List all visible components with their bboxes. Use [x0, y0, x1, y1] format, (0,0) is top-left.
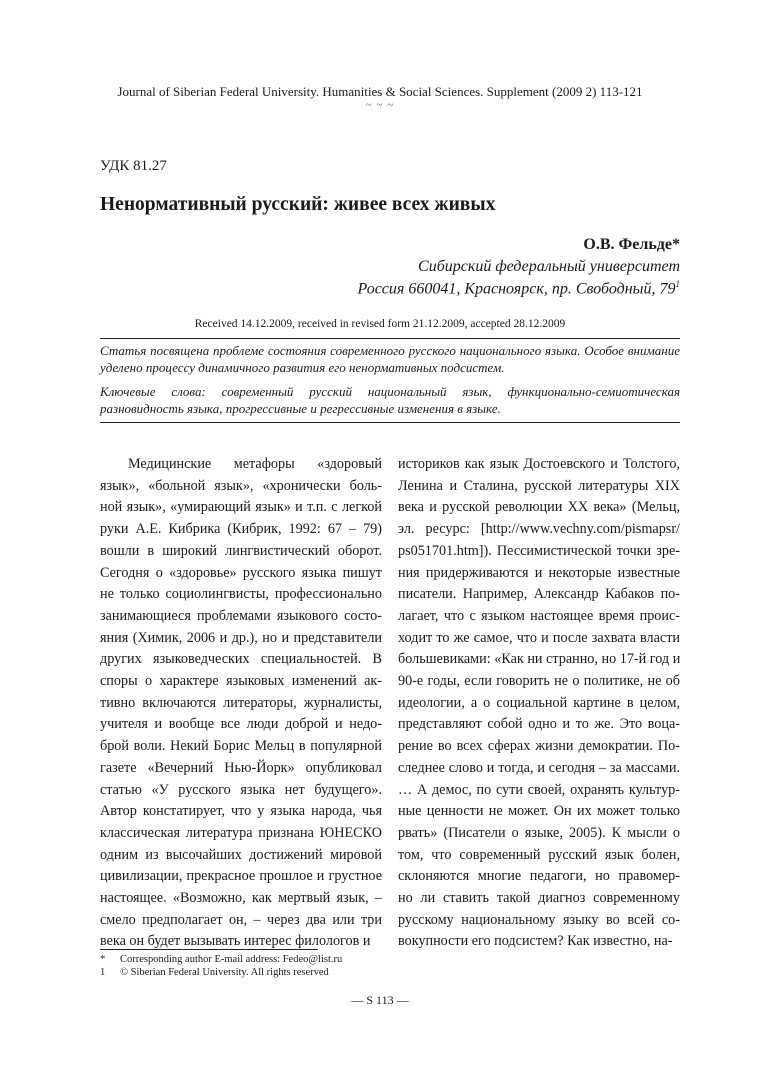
body-line: брой воли. Некий Борис Мельц в популярной [100, 738, 382, 755]
body-line: газете «Вечерний Нью-Йорк» опубликовал [100, 759, 382, 776]
body-line: рение во всех сферах жизни демократии. По- [398, 738, 680, 755]
body-line: Ленина и Сталина, русской литературы XIX [398, 477, 680, 494]
body-line: настоящее. «Возможно, как мертвый язык, – [100, 890, 382, 907]
body-line: статью «У русского языка нет будущего». [100, 781, 382, 798]
footnote-corresponding-text: Corresponding author E-mail address: Fedeo@list.ru [120, 954, 343, 965]
body-line: тивно включаются литераторы, журналисты, [100, 694, 382, 711]
body-line: вошли в широкий лингвистический оборот. [100, 542, 382, 559]
body-line: писатели. Например, Александр Кабаков по- [398, 586, 680, 603]
body-line: большевиками: «Как ни странно, но 17-й год и [398, 651, 681, 668]
footnote-corresponding [100, 953, 342, 966]
body-line: руки А.Е. Кибрика (Кибрик, 1992: 67 – 79) [100, 521, 382, 538]
footnote-copyright [100, 966, 329, 979]
body-line: 90-е годы, если говорить не о политике, не об [398, 673, 680, 690]
body-line: классическая литература признана ЮНЕСКО [100, 824, 382, 841]
body-line: идеологии, а о социальной картине в целом, [398, 694, 680, 711]
body-line: века и русской революции XX века» (Мельц, [398, 499, 680, 516]
journal-header: Journal of Siberian Federal University. Humanities & Social Sciences. Supplement (2009 2) 113-121 [117, 84, 643, 99]
affiliation-footnote-mark: 1 [675, 279, 680, 289]
body-line: одним из высочайших достижений мировой [100, 846, 382, 863]
keywords: Ключевые слова: современный русский национальный язык, функционально-семиотическая разновидность языка, прогрессивные и регрессивные изменения в языке. [100, 384, 680, 416]
body-line: ной язык», «умирающий язык» и т.п. с легкой [100, 499, 382, 516]
body-line: Медицинские метафоры «здоровый [128, 456, 382, 472]
body-line: века он будет вызывать интерес филологов и [100, 933, 371, 950]
body-line: следнее слово и тогда, и сегодня – за массами. [398, 759, 680, 776]
body-line: ps051701.htm]). Пессимистической точки зре- [398, 542, 680, 559]
page-number: — S 113 — [351, 993, 409, 1007]
footnote-mark-one: 1 [100, 967, 106, 978]
body-line: Сегодня о «здоровье» русского языка пишут [100, 564, 382, 581]
affiliation-university: Сибирский федеральный университет [418, 258, 680, 275]
body-column-left [100, 454, 382, 953]
body-line: яния (Химик, 2006 и др.), но и представители [100, 629, 382, 646]
body-line: других языковедческих специальностей. В [100, 651, 382, 668]
received-dates: Received 14.12.2009, received in revised form 21.12.2009, accepted 28.12.2009 [194, 318, 566, 330]
affiliation-address [358, 279, 681, 298]
body-line: но ли ставить такой диагноз современному [398, 890, 680, 907]
body-line: ния придерживаются и некоторые известные [398, 564, 680, 581]
abstract-bottom-rule [100, 422, 680, 423]
body-line: том, что современный русский язык болен, [398, 846, 680, 863]
body-line: историков как язык Достоевского и Толстого, [398, 456, 680, 472]
affiliation-address-text: Россия 660041, Красноярск, пр. Свободный, 79 [357, 280, 676, 298]
body-line: Автор констатирует, что у языка народа, чья [100, 803, 382, 820]
body-line: … А демос, по сути своей, охранять культур- [398, 781, 680, 798]
body-line: ходит то же самое, что и после захвата власти [398, 629, 680, 646]
author-name: О.В. Фельде* [583, 236, 680, 253]
body-line: не только социолингвисты, профессионально [100, 586, 382, 603]
abstract: Статья посвящена проблеме состояния современного русского национального языка. Особое внимание уделено процессу динамичного развития его ненормативных подсистем. [100, 343, 680, 375]
abstract-top-rule [100, 338, 680, 339]
body-line: рвать» (Писатели о языке, 2005). К мысли о [398, 824, 680, 841]
footnote-copyright-text: © Siberian Federal University. All rights reserved [120, 967, 329, 978]
body-line: вокупности его подсистем? Как известно, на- [398, 933, 673, 950]
body-line: споры о характере языковых изменений ак- [100, 673, 382, 690]
body-column-right [398, 454, 680, 953]
udk-code: УДК 81.27 [100, 158, 167, 174]
body-line: занимающиеся проблемами языкового состо- [100, 607, 382, 624]
body-line: язык», «больной язык», «хронически боль- [100, 477, 382, 494]
body-line: склоняются многие педагоги, но правомер- [398, 868, 680, 885]
body-line: ные ценности не может. Он их может только [398, 803, 680, 820]
footnote-mark-asterisk: * [100, 954, 106, 965]
body-line: учителя и вообще все люди доброй и недо- [100, 716, 382, 733]
body-line: эл. ресурс: [http://www.vechny.com/pismapsr/ [398, 521, 680, 538]
body-line: представляют собой одно и то же. Это воца- [398, 716, 680, 733]
body-line: цивилизации, прекрасное прошлое и грустное [100, 868, 382, 885]
body-line: русскому национальному языку во всей со- [398, 911, 680, 928]
body-line: смело предполагает он, – через два или три [100, 911, 382, 928]
header-ornament: ~ ~ ~ [365, 99, 395, 111]
body-line: лагает, что с языком настоящее время проис- [398, 607, 680, 624]
footnote-rule [100, 949, 318, 950]
article-title: Ненормативный русский: живее всех живых [100, 194, 496, 215]
